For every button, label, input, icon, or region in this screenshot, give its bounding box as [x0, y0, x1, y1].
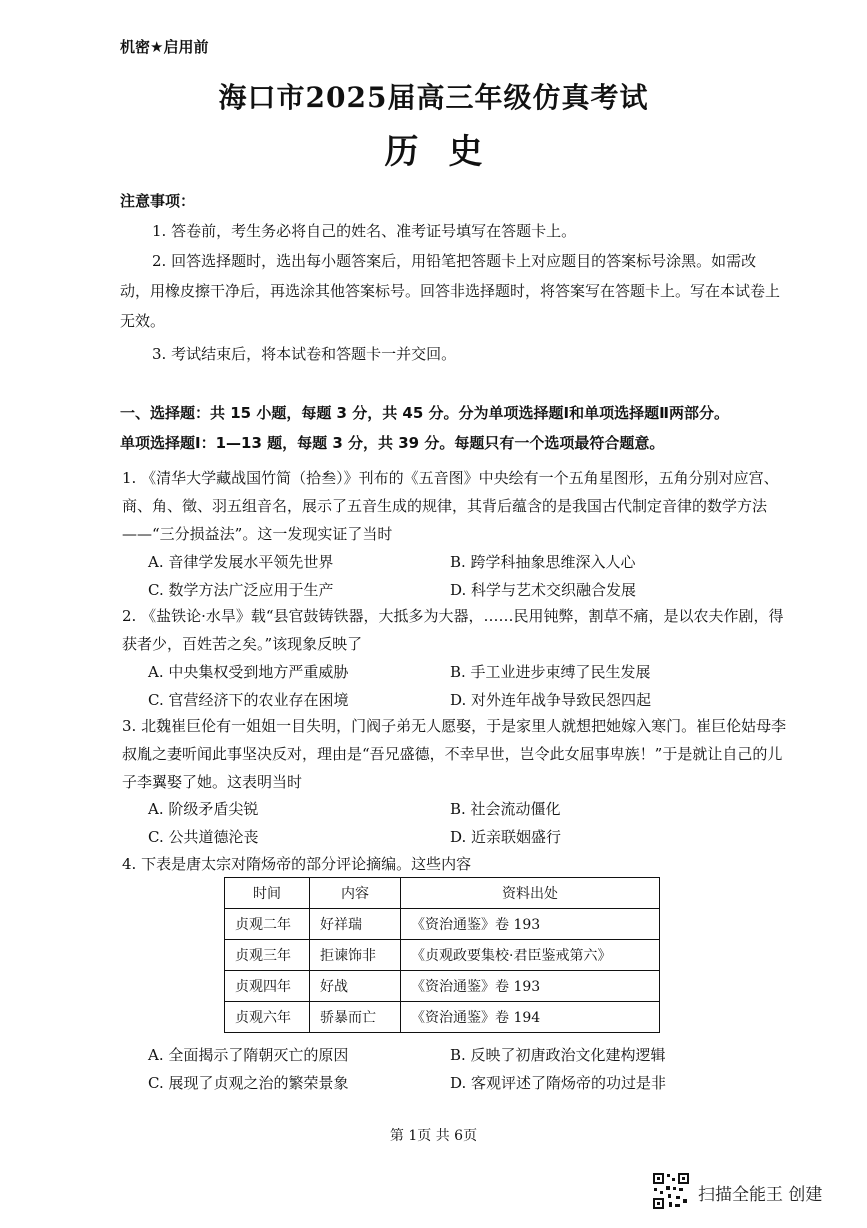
table-cell: 拒谏饰非 — [310, 940, 401, 971]
table-cell: 《资治通鉴》卷 193 — [401, 909, 660, 940]
question-4-stem: 4. 下表是唐太宗对隋炀帝的部分评论摘编。这些内容 — [122, 855, 472, 873]
q2-option-a: A. 中央集权受到地方严重威胁 — [148, 663, 349, 681]
table-cell: 贞观六年 — [225, 1002, 310, 1033]
table-row — [225, 909, 660, 940]
table-row — [225, 940, 660, 971]
table-row — [225, 1002, 660, 1033]
q3-option-b: B. 社会流动僵化 — [450, 800, 561, 818]
section-header-line1: 一、选择题：共 15 小题，每题 3 分，共 45 分。分为单项选择题Ⅰ和单项选择题Ⅱ两部分。 — [120, 404, 729, 422]
confidential-label: 机密★启用前 — [120, 38, 209, 56]
table-header-cell: 资料出处 — [401, 878, 660, 909]
scanner-watermark: 扫描全能王 创建 — [698, 1185, 823, 1205]
q1-option-a: A. 音律学发展水平领先世界 — [148, 553, 334, 571]
question-1-stem: 1. 《清华大学藏战国竹简（拾叁）》刊布的《五音图》中央绘有一个五角星图形，五角分别对应宫、商、角、徵、羽五组音名，展示了五音生成的规律，其背后蕴含的是我国古代制定音律的数学方法——“三分损益法”。这一发现实证了当时 — [122, 469, 779, 543]
question-4-options — [148, 1041, 768, 1097]
q2-option-d: D. 对外连年战争导致民怨四起 — [450, 691, 652, 709]
question-2-stem: 2. 《盐铁论·水旱》载“县官鼓铸铁器，大抵多为大器，……民用钝弊，割草不痛，是以农夫作剧，得获者少，百姓苦之矣。”该现象反映了 — [122, 607, 784, 653]
q4-option-c: C. 展现了贞观之治的繁荣景象 — [148, 1074, 349, 1092]
q4-option-a: A. 全面揭示了隋朝灭亡的原因 — [148, 1046, 349, 1064]
notes-heading: 注意事项： — [120, 192, 196, 210]
table-cell: 《贞观政要集校·君臣鉴戒第六》 — [401, 940, 660, 971]
table-cell: 贞观四年 — [225, 971, 310, 1002]
question-2-options — [148, 658, 768, 714]
source-table — [224, 877, 660, 1033]
q3-option-a: A. 阶级矛盾尖锐 — [148, 800, 259, 818]
page-number: 第 1页 共 6页 — [389, 1128, 478, 1144]
q3-option-c: C. 公共道德沦丧 — [148, 828, 259, 846]
q1-option-d: D. 科学与艺术交织融合发展 — [450, 581, 637, 599]
subject-title: 历史 — [384, 132, 513, 172]
note-item-3: 3. 考试结束后，将本试卷和答题卡一并交回。 — [152, 345, 457, 363]
q2-option-c: C. 官营经济下的农业存在困境 — [148, 691, 349, 709]
table-header-cell: 内容 — [310, 878, 401, 909]
section-header-line2: 单项选择题Ⅰ：1—13 题，每题 3 分，共 39 分。每题只有一个选项最符合题意。 — [120, 434, 665, 452]
note-item-1: 1. 答卷前，考生务必将自己的姓名、准考证号填写在答题卡上。 — [152, 222, 577, 240]
table-cell: 好战 — [310, 971, 401, 1002]
q3-option-d: D. 近亲联姻盛行 — [450, 828, 562, 846]
qr-code-icon — [652, 1172, 690, 1210]
note-item-2: 2. 回答选择题时，选出每小题答案后，用铅笔把答题卡上对应题目的答案标号涂黑。如需改动，用橡皮擦干净后，再选涂其他答案标号。回答非选择题时，将答案写在答题卡上。写在本试卷上无效。 — [120, 252, 781, 330]
table-row — [225, 971, 660, 1002]
q1-option-c: C. 数学方法广泛应用于生产 — [148, 581, 334, 599]
question-3-stem: 3. 北魏崔巨伦有一姐姐一目失明，门阀子弟无人愿娶，于是家里人就想把她嫁入寒门。崔巨伦姑母李叔胤之妻听闻此事坚决反对，理由是“吾兄盛德，不幸早世，岂令此女屈事卑族！”于是就让自己的儿子李翼娶了她。这表明当时 — [122, 717, 787, 791]
table-cell: 《资治通鉴》卷 194 — [401, 1002, 660, 1033]
q2-option-b: B. 手工业进步束缚了民生发展 — [450, 663, 651, 681]
q4-option-b: B. 反映了初唐政治文化建构逻辑 — [450, 1046, 666, 1064]
question-1-options — [148, 548, 768, 604]
q1-option-b: B. 跨学科抽象思维深入人心 — [450, 553, 636, 571]
table-cell: 贞观三年 — [225, 940, 310, 971]
table-cell: 《资治通鉴》卷 193 — [401, 971, 660, 1002]
table-cell: 好祥瑞 — [310, 909, 401, 940]
exam-title: 海口市2025届高三年级仿真考试 — [218, 81, 649, 114]
table-cell: 贞观二年 — [225, 909, 310, 940]
table-header-cell: 时间 — [225, 878, 310, 909]
table-cell: 骄暴而亡 — [310, 1002, 401, 1033]
table-header-row — [225, 878, 660, 909]
question-3-options — [148, 795, 768, 851]
q4-option-d: D. 客观评述了隋炀帝的功过是非 — [450, 1074, 667, 1092]
